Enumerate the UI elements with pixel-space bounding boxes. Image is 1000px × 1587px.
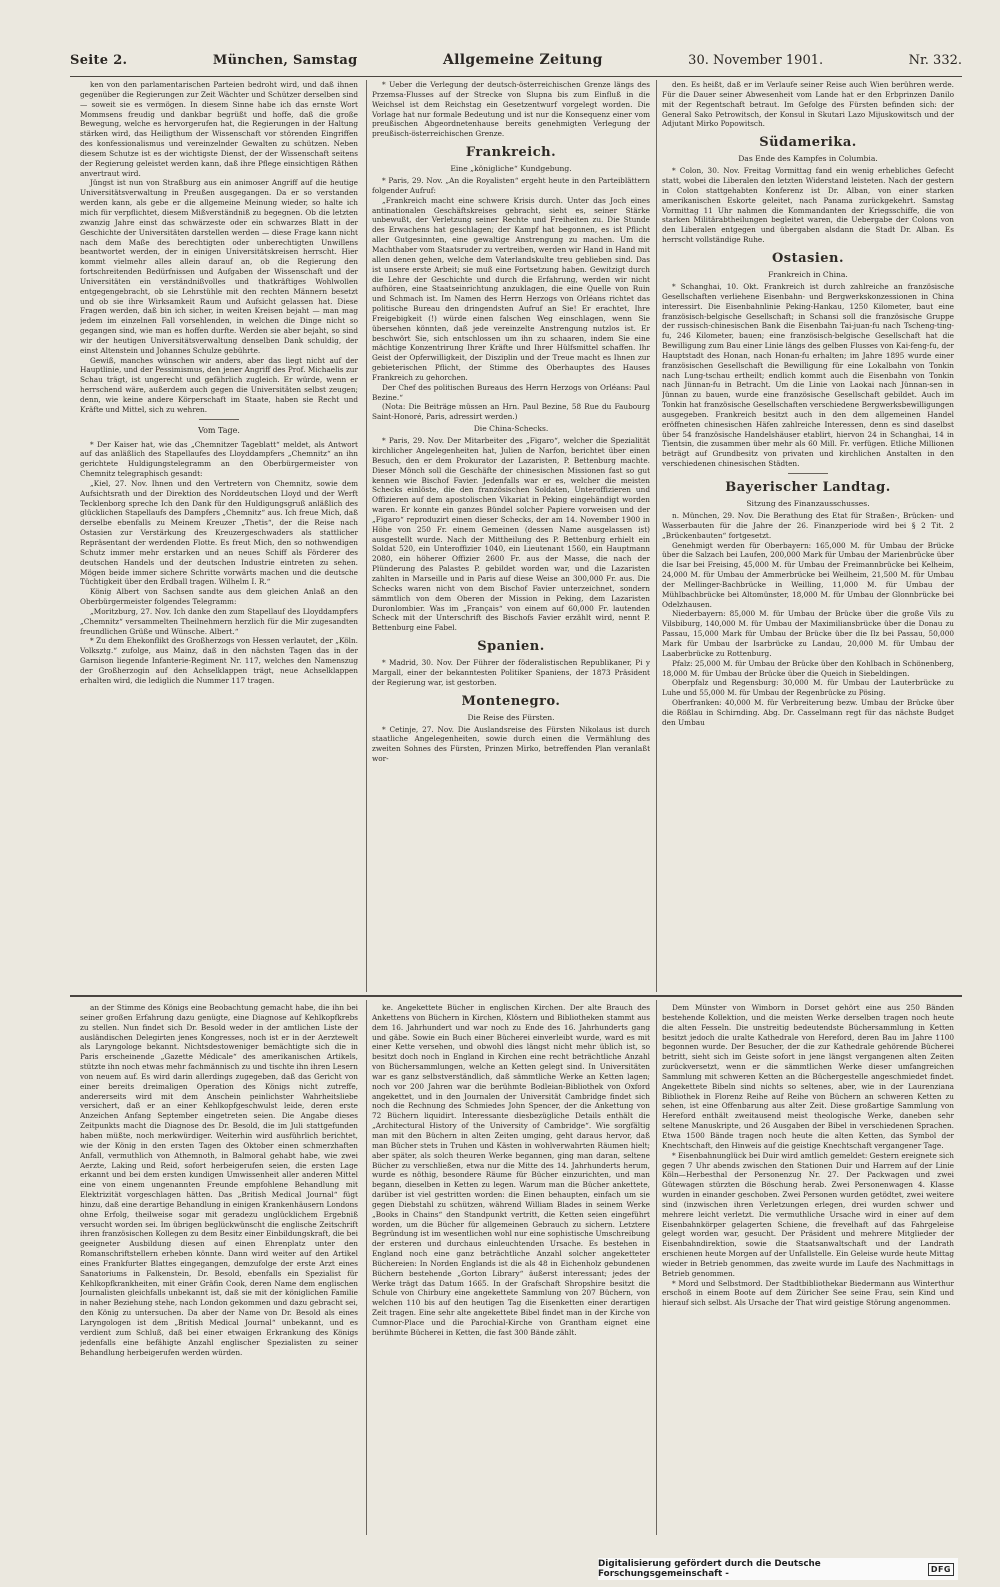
separator [788,473,828,474]
article-paragraph: * Eisenbahnunglück bei Duir wird amtlich gemeldet: Gestern ereignete sich gegen 7 Uhr abends zwischen den Stationen Duir und Harrem auf der Linie Köln—Herbesthal der Personenzug Nr. 27. Der Packwagen und zwei Gütewagen stürzten die Böschung herab. Zwei Personenwagen 4. Klasse wurden in einander geschoben. Zwei Personen wurden getödtet, zwei weitere sind (inzwischen ihren Verletzungen erlegen, drei wurden schwer und mehrere leicht verletzt. Die vermuthliche Ursache wird in einer auf dem Eisenbahnkörper gelagerten Schiene, die frevelhaft auf das Fahrgeleise gelegt worden war, gesucht. Der Präsident und mehrere Mitglieder der Eisenbahndirektion, sowie die Staatsanwaltschaft und der Landrath erschienen heute Morgen auf der Unfallstelle. Ein Geleise wurde heute Mittag wieder in Betrieb genommen, das zweite wurde im Laufe des Nachmittags in Betrieb genommen. [662,1150,954,1278]
article-paragraph: Niederbayern: 85,000 M. für Umbau der Brücke über die große Vils zu Vilsbiburg, 140,000 M. für Umbau der Maximiliansbrücke über die Donau zu Passau, 15,000 Mark für Umbau der Brücke über die Ilz bei Passau, 50,000 Mark für Umbau der Isarbrücke zu Landau, 20,000 M. für Umbau der Laaberbrücke zu Rottenburg. [662,609,954,658]
article-paragraph: * Paris, 29. Nov. Der Mitarbeiter des „Figaro“, welcher die Spezialität kirchlicher Angelegenheiten hat, Julien de Narfon, berichtet über einen Besuch, den er dem Prokurator der Lazaristen, P. Bettenburg machte. Dieser Mönch soll die Geschäfte der chinesischen Missionen fast so gut kennen wie Bischof Favier. Jedenfalls war er es, welcher die meisten Schecks einlöste, die den französischen Soldaten, Unteroffizieren und Offizieren auf dem apostolischen Vikariat in Peking eingehändigt worden waren. Er konnte ein ganzes Bündel solcher Papiere vorweisen und der „Figaro“ reproduzirt einen dieser Schecks, der am 14. November 1900 in Höhe von 250 Fr. einem Gemeinen (dessen Name ausgelassen ist) ausgestellt wurde. Nach der Mittheilung des P. Bettenburg erhielt ein Soldat 520, ein Unteroffizier 1040, ein Lieutenant 1560, ein Hauptmann 2080, ein höherer Offizier 2600 Fr. aus der Masse, die nach der Plünderung des Palastes P. gebildet worden war, und die Lazaristen zahlten in Marseille und in Paris auf diese Weise an 300,000 Fr. aus. Die Schecks waren nicht von dem Bischof Favier unterzeichnet, sondern sämmtlich von dem Oberen der Mission in Peking, dem Lazaristen Duronlombier. Was im „Français“ von einem auf 60,000 Fr. lautenden Scheck mit der Unterschrift des Bischofs Favier erzählt wird, nennt P. Bettenburg eine Fabel. [372,436,650,633]
article-paragraph: * Mord und Selbstmord. Der Stadtbibliothekar Biedermann aus Winterthur erschoß in einem Boote auf dem Züricher See seine Frau, sein Kind und hierauf sich selbst. Als Ursache der That wird geistige Störung angenommen. [662,1278,954,1308]
article-paragraph: * Schanghai, 10. Okt. Frankreich ist durch zahlreiche an französische Gesellschaften verliehene Eisenbahn- und Bergwerkskonzessionen in China interessirt. Die Eisenbahnlinie Peking-Hankau, 1250 Kilometer, baut eine französisch-belgische Gesellschaft; in Schansi soll die französische Gruppe der russisch-chinesischen Bank die Eisenbahn Tai-juan-fu nach Tscheng-ting-fu, 246 Kilometer, bauen; eine französisch-belgische Gesellschaft hat die Bewilligung zum Bau einer Linie längs des gelben Flusses von Kai-feng-fu, der Hauptstadt des Honan, nach Honan-fu erhalten; im Jahre 1895 wurde einer französischen Gesellschaft die Bewilligung für eine Lokalbahn von Tonkin nach Lung-tschau ertheilt; endlich kommt auch die Eisenbahn von Tonkin nach Jünnan-fu in Betracht. Um die Linie von Laokai nach Jünnan-sen in Jünnan zu bauen, wurde eine französische Gesellschaft gebildet. Auch im Tonkin hat französische Gesellschaften verschiedene Bergwerksbewilligungen ausgegeben. Frankreich besitzt auch in den dem allgemeinen Handel eröffneten chinesischen Häfen zahlreiche Interessen, denn es sind daselbst über 54 französische Handelshäuser etablirt, hiervon 24 in Schanghai, 14 in Tientsin, die zusammen über mehr als 60 Mill. Fr. verfügen. Etliche Millionen beträgt auf Grundbesitz von privaten und kirchlichen Anstalten in den verschiedenen chinesischen Städten. [662,281,954,469]
page-header [70,52,962,77]
newspaper-title: Allgemeine Zeitung [443,52,603,68]
article-paragraph: * Cetinje, 27. Nov. Die Auslandsreise des Fürsten Nikolaus ist durch staatliche Angelegenheiten, sowie durch einen die Vermählung des zweiten Sohnes des Fürsten, Prinzen Mirko, betreffenden Plan veranlaßt wor- [372,724,650,764]
subheading: Frankreich in China. [768,269,848,279]
column-rule [656,1000,657,1535]
article-paragraph: ken von den parlamentarischen Parteien bedroht wird, und daß ihnen gegenüber die Regierungen zur Zeit Wächter und Schützer derselben sind — soweit sie es vermögen. In diesem Sinne habe ich das ernste Wort Mommsens freudig und dankbar begrüßt und hoffe, daß die große Bewegung, welche es hervorgerufen hat, die Regierungen in der Haltung stärken wird, das Heiligthum der Wissenschaft vor störenden Eingriffen des konfessionalismus und vereinzelnder Gewalten zu schützen. Neben diesem Schutze ist es der wichtigste Dienst, der der Wissenschaft seitens der Regierung geleistet werden kann, daß ihre Pflege einsichtigen Räthen anvertraut wird. [80,80,358,178]
issue-number: Nr. 332. [908,53,962,68]
article-paragraph: ke. Angekettete Bücher in englischen Kirchen. Der alte Brauch des Ankettens von Büchern in Kirchen, Klöstern und Bibliotheken stammt aus dem 16. Jahrhundert und war noch zu Ende des 16. Jahrhunderts gang und gäbe. Sowie ein Buch einer Bücherei einverleibt wurde, ward es mit einer Kette versehen, und obwohl dies längst nicht mehr üblich ist, so besitzt doch noch in England in Kirchen eine recht beträchtliche Anzahl von Büchersammlungen, welche an Ketten gelegt sind. In Universitäten war es ganz selbstverständlich, daß sämmtliche Werke an Ketten lagen; noch vor 200 Jahren war die berühmte Bodleian-Bibliothek von Oxford angekettet, und in den Journalen der Universität Cambridge findet sich noch die Rechnung des Schmiedes John Spencer, der die Ankettung von 72 Büchern liquidirt. Interessante diesbezügliche Details enthält die „Architectural History of the University of Cambridge“. Wie sorgfältig man mit den Büchern in alten Zeiten umging, geht daraus hervor, daß man Bücher stets in Truhen und Kästen in wohlverwahrten Räumen hielt; aber später, als solch theuren Werke begannen, ging man daran, seltene Bücher zu verschließen, etwa nur die Mitte des 14. Jahrhunderts herum, wurde es nöthig, besondere Räume für Bücher einzurichten, und man begann, dieselben in Ketten zu legen. Warum man die Bücher ankettete, darüber ist viel gestritten worden: die Einen behaupten, einfach um sie gegen Diebstahl zu schützen, während William Blades in seinem Werke „Books in Chains“ den Standpunkt vertritt, die Ketten seien eingeführt worden, um die Bücher für allgemeinen Gebrauch zu sichern. Letztere Begründung ist im wesentlichen wohl nur eine sophistische Umschreibung der ersteren und durchaus einleuchtenden Ursache. Es bestehen in England noch eine ganz beträchtliche Anzahl solcher angeketteter Büchereien: In Norden Englands ist die als 48 in Eichenholz gebundenen Büchern bestehende „Gorton Library“ äußerst interessant; jedes der Werke trägt das Datum 1665. In der Grafschaft Shropshire besitzt die Schule von Chirbury eine angekettete Sammlung von 207 Büchern, von welchen 110 bis auf den heutigen Tag die Eisenketten einer derartigen Zeit tragen. Eine sehr alte angekettete Bibel findet man in der Kirche von Cumnor-Place und die Parochial-Kirche von Grantham eignet eine berühmte Bücherei in Ketten, die fast 300 Bände zählt. [372,1003,650,1337]
section-divider [70,995,962,997]
column-rule [366,80,367,992]
section-heading-ostasien: Ostasien. [771,250,845,266]
article-paragraph: Dem Münster von Wimborn in Dorset gehört eine aus 250 Bänden bestehende Kollektion, und die meisten Werke derselben tragen noch heute die alten Fesseln. Die unstreitig bedeutendste Büchersammlung in Ketten besitzt jedoch die uralte Kathedrale von Hereford, deren Bau im Jahre 1100 begonnen wurde. Der Besucher, der die zur Kathedrale gehörende Bücherei betritt, sieht sich im Geiste sofort in jene längst vergangenen alten Zeiten zurückversetzt, wenn er die sämmtlichen Werke dieser umfangreichen Sammlung mit schweren Ketten an die Büchergestelle angeschmiedet findet. Angekettete Bibeln sind nichts so seltenes, aber, wie in der Laurenziana Bibliothek in Florenz Reihe auf Reihe von Büchern an schweren Ketten zu sehen, ist eine Offenbarung aus alter Zeit. Diese großartige Sammlung von Hereford enthält zweitausend meist theologische Werke, daneben sehr seltene Manuskripte, und 26 Ausgaben der Bibel in verschiedenen Sprachen. Etwa 1500 Bände tragen noch heute die alten Ketten, das Symbol der Knechtschaft, den Hinweis auf die geistige Knechtschaft vergangener Tage. [662,1003,954,1150]
article-paragraph: König Albert von Sachsen sandte aus dem gleichen Anlaß an den Oberbürgermeister folgendes Telegramm: [80,587,358,607]
article-paragraph: Genehmigt werden für Oberbayern: 165,000 M. für Umbau der Brücke über die Salzach bei Laufen, 200,000 Mark für Umbau der Marienbrücke über die Isar bei Freising, 45,000 M. für Umbau der Freimannbrücke bei Kelheim, 24,000 M. für Umbau der Ammerbrücke bei Weilheim, 21,500 M. für Umbau der Mellinger-Bachbrücke in Weilling, 11,000 M. für Umbau der Mühlbachbrücke bei Altomünster, 18,000 M. für Umbau der Glonnbrücke bei Odelzhausen. [662,540,954,609]
article-paragraph: * Zu dem Ehekonflikt des Großherzogs von Hessen verlautet, der „Köln. Volksztg.“ zufolge, aus Mainz, daß in den nächsten Tagen das in der Garnison liegende Infanterie-Regiment Nr. 117, welches den Namenszug der Großherzogin auf den Achselklappen trägt, neue Achselklappen erhalten wird, die lediglich die Nummer 117 tragen. [80,636,358,685]
article-paragraph: „Frankreich macht eine schwere Krisis durch. Unter das Joch eines antinationalen Geschäftskreises gebracht, sieht es, seiner Stärke unbewußt, der Verletzung seiner Rechte und Freiheiten zu. Die Stunde des Erwachens hat geschlagen; der Kampf hat begonnen, es ist Pflicht aller Gutgesinnten, eine gewaltige Anstrengung zu machen. Um die Machthaber vom Staatsruder zu vertreiben, werden wir Hand in Hand mit allen denen gehen, welche dem Vaterlandskulte treu geblieben sind. Das ist unsere erste Arbeit; sie muß eine Fortsetzung haben. Gewitzigt durch die Lehre der Geschichte und durch die Erfahrung, werden wir nicht aufhören, eine Staatseinrichtung anzuklagen, die eine Quelle von Ruin und Schmach ist. Im Namen des Herrn Herzogs von Orléans richtet das politische Bureau den dringendsten Aufruf an Sie! Er erachtet, Ihre Freigebigkeit (!) würde einen falschen Weg einschlagen, wenn Sie übersehen könnten, daß jede vereinzelte Anstrengung nutzlos ist. Er beschwört Sie, sich entschlossen um ihn zu schaaren, indem Sie eine mächtige Konzentrirung Ihrer Kräfte und Ihrer Hülfsmittel schaffen. Ihr Geist der Opferwilligkeit, der Disziplin und der Treue macht es Ihnen zur gebieterischen Pflicht, der Stimme des Oberhauptes des Hauses Frankreich zu gehorchen. [372,195,650,382]
article-paragraph: Oberfranken: 40,000 M. für Verbreiterung bezw. Umbau der Brücke über die Rößlau in Schirnding. Abg. Dr. Casselmann regt für das nächste Budget den Umbau [662,698,954,727]
place-date: München, Samstag [212,53,358,68]
article-paragraph: an der Stimme des Königs eine Beobachtung gemacht habe, die ihn bei seiner großen Erfahrung dazu genügte, eine Diagnose auf Kehlkopfkrebs zu stellen. Nun findet sich Dr. Besold weder in der amtlichen Liste der ausländischen Delegirten jenes Kongresses, noch ist er in der Aerztewelt als Laryngologe bekannt. Nichtsdestoweniger bemächtigte sich die in Paris erscheinende „Gazette Médicale“ des amerikanischen Artikels, stützte ihn noch etwas mehr fachmännisch zu und tischte ihn ihren Lesern von neuem auf. Es wird darin allerdings zugegeben, daß das Gericht von einer bereits dreimaligen Operation des Königs nicht zutreffe, andererseits wird mit dem Anschein peinlichster Wahrheitsliebe versichert, daß er an einer Kehlkopfgeschwulst leide, deren erste Anzeichen Anfang September eingetreten seien. Die Angabe dieses Zeitpunkts macht die Diagnose des Dr. Besold, die im Juli stattgefunden haben müßte, noch merkwürdiger. Weiterhin wird ausführlich berichtet, wie der König in den ersten Tagen des Oktober einen schmerzhaften Anfall, vermuthlich von Athemnoth, in Balmoral gehabt habe, wie zwei Aerzte, Laking und Reid, sofort herbeigerufen seien, die ersten Lage erkannt und bei dem ersten kundigen Umwissenheit aller anderen Mittel eine von einem ungenannten Freunde empfohlene Behandlung mit Elektrizität vorgeschlagen hätten. Das „British Medical Journal“ fügt hinzu, daß eine derartige Behandlung in einigen Krankenhäusern Londons ohne Erfolg, theilweise sogar mit geradezu unglücklichem Ergebniß versucht worden sei. Im übrigen beglückwünscht die englische Zeitschrift ihren französischen Kollegen zu dem Besitz einer Einbildungskraft, die bei geeigneter Ausbildung diesen auf einen Ehrenplatz unter den Romanschriftstellern erheben könnte. Dann wird weiter auf den Artikel eines Frankfurter Blattes eingegangen, demzufolge der erste Arzt eines Sanatoriums in Falkenstein, Dr. Besold, ebenfalls ein Spezialist für Kehlkopfkrankheiten, mit einer Gräfin Cook, deren Name dem englischen Journalisten gleichfalls unbekannt ist, daß sie mit der königlichen Familie in naher Beziehung stehe, nach London gekommen und dazu gebracht sei, den König zu untersuchen. Da aber der Name von Dr. Besold als eines Laryngologen ist dem „British Medical Journal“ unbekannt, und es verdient zum Schluß, daß bei einer etwaigen Erkrankung des Königs jedenfalls eine befähigte Anzahl englischer Spezialisten zu seiner Behandlung herbeigerufen werden würden. [80,1003,358,1357]
subheading: Sitzung des Finanzausschusses. [746,499,870,508]
issue-date: 30. November 1901. [688,53,824,68]
article-paragraph: „Kiel, 27. Nov. Ihnen und den Vertretern von Chemnitz, sowie dem Aufsichtsrath und der Direktion des Norddeutschen Lloyd und der Werft Tecklenborg spreche Ich den Dank für den Huldigungsgruß anläßlich des glücklichen Stapellaufs des Dampfers „Chemnitz“ aus. Ich freue Mich, daß derselbe ebenfalls zu Meinem Kreuzer „Thetis“, der die Reise nach Ostasien zur Verstärkung des Kreuzergeschwaders als stattlicher Repräsentant der werdenden Flotte. Es freut Mich, den so nothwendigen Schutz immer mehr erstarken und an neues Schiff als Förderer des deutschen Handels und der deutschen Industrie eintreten zu sehen. Mögen beide immer sichere Schritte vorwärts machen und die deutsche Tüchtigkeit über den Erdball tragen. Wilhelm I. R.“ [80,478,358,587]
section-heading-vom-tage: Vom Tage. [198,425,240,435]
section-heading-spanien: Spanien. [477,639,545,655]
section-heading-landtag: Bayerischer Landtag. [725,480,891,495]
article-paragraph: * Paris, 29. Nov. „An die Royalisten“ ergeht heute in den Parteiblättern folgender Aufruf: [372,176,650,195]
separator [199,419,239,420]
article-paragraph: n. München, 29. Nov. Die Berathung des Etat für Straßen-, Brücken- und Wasserbauten für die Jahre der 26. Finanzperiode wird bei § 2 Tit. 2 „Brückenbauten“ fortgesetzt. [662,511,954,540]
column-bottom-3 [662,1003,954,1533]
digitization-credit [598,1558,958,1580]
article-paragraph: Der Chef des politischen Bureaus des Herrn Herzogs von Orléans: Paul Bezine.“ [372,382,650,402]
article-paragraph: „Moritzburg, 27. Nov. Ich danke den zum Stapellauf des Lloyddampfers „Chemnitz“ versammelten Theilnehmern herzlich für die Mir zugesandten freundlichen Grüße und Wünsche. Albert.“ [80,606,358,636]
page-number: Seite 2. [70,53,128,68]
section-heading-suedamerika: Südamerika. [759,135,857,151]
column-rule [366,1000,367,1535]
article-paragraph: Oberpfalz und Regensburg: 30,000 M. für Umbau der Lauterbrücke zu Luhe und 55,000 M. für Umbau der Regenbrücke zu Pösing. [662,678,954,698]
article-paragraph: Gewiß, manches wünschen wir anders, aber das liegt nicht auf der Hauptlinie, und der Pessimismus, den jener Angriff des Prof. Michaelis zur Schau trägt, ist ungerecht und gefährlich zugleich. Er würde, wenn er herrschend wäre, außerdem auch gegen die Universitäten selbst zeugen; denn, wie keine andere Körperschaft im Staate, haben sie Recht und Kräfte und Mittel, sich zu wehren. [80,355,358,414]
article-paragraph: Jüngst ist nun von Straßburg aus ein animoser Angriff auf die heutige Universitätsverwaltung in Preußen ausgegangen. Da er so verstanden werden kann, als gebe er die allgemeine Meinung wieder, so halte ich mich für verpflichtet, diesem Mißverständniß zu begegnen. Ob die letzten zwanzig Jahre einst das schwärzeste oder ein schwarzes Blatt in der Geschichte der Universitäten darstellen werden — diese Frage kann nicht nach dem Maße des berechtigten oder unberechtigten Unwillens beantwortet werden, der in einigen Universitätskreisen herrscht. Hier kommt vielmehr alles allein darauf an, ob die Regierung den fortschreitenden Bedürfnissen und Aufgaben der Wissenschaft und der Universitäten ein verständnißvolles und thatkräftiges Wohlwollen entgegengebracht, ob sie Lehrstühle mit den rechten Männern besetzt und ob sie ihre Wirksamkeit Raum und Aufsicht gelassen hat. Diese Fragen werden, daß bin ich sicher, in weiten Kreisen bejaht — man mag jedem im einzelnen Fall vorsehlenden, in welchen die Dinge nicht so gegangen sind, wie man es hoffen durfte. Werden sie aber bejaht, so sind wir der heutigen Universitätsverwaltung denselben Dank schuldig, der einst Altenstein und Johannes Schulze gebührte. [80,178,358,355]
column-top-2 [372,80,650,992]
section-heading-montenegro: Montenegro. [461,693,561,709]
column-top-3 [662,80,954,992]
subheading: Die China-Schecks. [473,424,549,434]
section-heading-frankreich: Frankreich. [465,145,557,161]
column-rule [656,80,657,992]
article-paragraph: Pfalz: 25,000 M. für Umbau der Brücke über den Kohlbach in Schönenberg, 18,000 M. für Umbau der Brücke über die Queich in Siebeldingen. [662,658,954,678]
subheading: Das Ende des Kampfes in Columbia. [738,154,878,164]
dfg-logo-icon: DFG [928,1563,954,1576]
subheading: Die Reise des Fürsten. [467,712,555,722]
column-bottom-2 [372,1003,650,1533]
article-paragraph: * Colon, 30. Nov. Freitag Vormittag fand ein wenig erhebliches Gefecht statt, wobei die Liberalen den letzten Widerstand leisteten. Nach der gestern in Colon stattgehabten Konferenz ist Dr. Alban, von einer starken amerikanischen Eskorte geleitet, nach Panama zurückgekehrt. Samstag Vormittag 11 Uhr nahmen die Kommandanten der Kriegsschiffe, die von starken Militärabtheilungen begleitet waren, die Uebergabe der Colons von den Liberalen entgegen und übergaben alsdann die Stadt Dr. Alban. Es herrscht vollständige Ruhe. [662,166,954,245]
article-paragraph: * Ueber die Verlegung der deutsch-österreichischen Grenze längs des Przemsa-Flusses auf der Strecke von Slupna bis zum Einfluß in die Weichsel ist dem Reichstag ein Gesetzentwurf vorgelegt worden. Die Vorlage hat nur formale Bedeutung und ist nur die Konsequenz einer vom preußischen Abgeordnetenhause bereits genehmigten Verlegung der preußisch-österreichischen Grenze. [372,80,650,139]
article-paragraph: den. Es heißt, daß er im Verlaufe seiner Reise auch Wien berühren werde. Für die Dauer seiner Abwesenheit vom Lande hat er den Erbprinzen Danilo mit der Regentschaft betraut. Im Gefolge des Fürsten befinden sich: der General Sako Petrowitsch, der Konsul in Skutari Lazo Mijuskowitsch und der Adjutant Mirko Popowitsch. [662,80,954,129]
article-paragraph: * Madrid, 30. Nov. Der Führer der föderalistischen Republikaner, Pi y Margall, einer der bekanntesten Politiker Spaniens, der 1873 Präsident der Regierung war, ist gestorben. [372,658,650,687]
credit-text: Digitalisierung gefördert durch die Deutsche Forschungsgemeinschaft - [598,1559,821,1579]
column-bottom-1 [80,1003,358,1533]
article-paragraph: * Der Kaiser hat, wie das „Chemnitzer Tageblatt“ meldet, als Antwort auf das anläßlich des Stapellaufes des Lloyddampfers „Chemnitz“ an ihn gerichtete Huldigungstelegramm an den Oberbürgermeister von Chemnitz telegraphisch gesandt: [80,439,358,479]
column-top-1 [80,80,358,992]
article-paragraph: (Nota: Die Beiträge müssen an Hrn. Paul Bezine, 58 Rue du Faubourg Saint-Honoré, Paris, adressirt werden.) [372,402,650,422]
subheading: Eine „königliche“ Kundgebung. [450,164,572,174]
